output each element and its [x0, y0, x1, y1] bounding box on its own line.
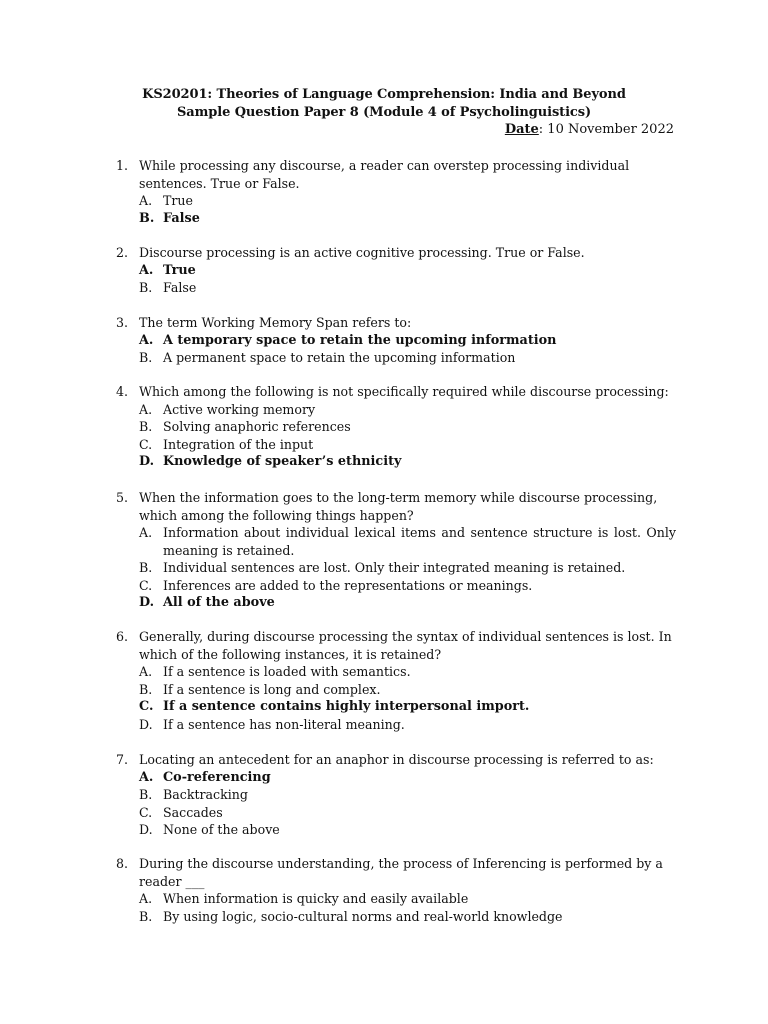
- option-text: A permanent space to retain the upcoming information: [163, 350, 516, 365]
- question-stem: While processing any discourse, a reader can overstep processing individual sentences. True or False.: [139, 158, 630, 191]
- option-b: [139, 210, 676, 228]
- option-list: [139, 192, 676, 227]
- option-letter: D.: [139, 595, 155, 610]
- date-line: [505, 122, 674, 137]
- option-text: Knowledge of speaker’s ethnicity: [163, 454, 402, 469]
- option-letter: B.: [139, 210, 155, 226]
- question-4: [116, 383, 676, 471]
- option-text: True: [163, 262, 196, 278]
- option-text: Individual sentences are lost. Only their integrated meaning is retained.: [163, 560, 626, 575]
- option-b: [139, 559, 676, 577]
- option-list: [139, 401, 676, 471]
- option-a: [139, 890, 676, 908]
- option-d: [139, 716, 676, 734]
- option-text: None of the above: [163, 822, 280, 837]
- question-stem: The term Working Memory Span refers to:: [139, 315, 412, 330]
- paper-title: Sample Question Paper 8 (Module 4 of Psycholinguistics): [177, 105, 591, 120]
- question-7: [116, 751, 676, 839]
- question-stem: When the information goes to the long-term memory while discourse processing, which among the following things happen?: [139, 490, 658, 523]
- option-a: [139, 769, 676, 787]
- option-text: False: [163, 210, 200, 226]
- date-label: Date: [504, 122, 539, 137]
- option-c: [139, 436, 676, 454]
- option-a: [139, 262, 676, 280]
- option-b: [139, 279, 676, 297]
- option-text: Information about individual lexical items and sentence structure is lost. Only meaning is retained.: [163, 525, 676, 558]
- option-b: [139, 786, 676, 804]
- question-number: 3.: [116, 315, 129, 330]
- option-letter: A.: [139, 769, 154, 785]
- option-letter: B.: [139, 419, 153, 434]
- option-text: Saccades: [163, 804, 223, 820]
- option-letter: A.: [139, 332, 154, 348]
- option-text: Integration of the input: [163, 436, 314, 452]
- option-c: [139, 804, 676, 822]
- option-list: [139, 332, 676, 367]
- option-text: When information is quicky and easily available: [163, 891, 469, 906]
- option-letter: B.: [139, 560, 153, 575]
- question-number: 2.: [116, 245, 129, 260]
- option-text: Solving anaphoric references: [163, 419, 351, 434]
- option-letter: A.: [139, 664, 153, 679]
- option-letter: D.: [139, 716, 153, 732]
- option-a: [139, 332, 676, 350]
- option-text: True: [163, 193, 193, 208]
- option-text: Inferences are added to the representations or meanings.: [163, 577, 533, 593]
- option-letter: A.: [139, 401, 153, 417]
- question-3: [116, 314, 676, 367]
- option-text: A temporary space to retain the upcoming information: [163, 332, 557, 348]
- option-list: [139, 890, 676, 925]
- option-b: [139, 908, 676, 926]
- option-text: If a sentence is long and complex.: [163, 681, 381, 697]
- option-text: Co-referencing: [163, 769, 271, 785]
- option-d: [139, 821, 676, 839]
- option-c: [139, 698, 676, 716]
- date-value: : 10 November 2022: [538, 122, 674, 137]
- question-stem: During the discourse understanding, the process of Inferencing is performed by a reader ___: [139, 856, 663, 889]
- option-text: All of the above: [163, 595, 275, 610]
- option-b: [139, 349, 676, 367]
- option-letter: C.: [139, 699, 154, 714]
- option-text: If a sentence is loaded with semantics.: [163, 664, 411, 679]
- option-a: [139, 401, 676, 419]
- option-list: [139, 663, 676, 733]
- question-number: 7.: [116, 752, 129, 767]
- option-letter: B.: [139, 280, 153, 295]
- option-a: [139, 524, 676, 559]
- option-list: [139, 769, 676, 839]
- option-d: [139, 594, 676, 612]
- question-stem: Discourse processing is an active cognitive processing. True or False.: [139, 245, 585, 260]
- option-letter: B.: [139, 908, 153, 924]
- course-title: KS20201: Theories of Language Comprehension: India and Beyond: [142, 87, 626, 102]
- question-stem: Locating an antecedent for an anaphor in discourse processing is referred to as:: [139, 752, 654, 767]
- question-number: 4.: [116, 384, 129, 399]
- question-number: 1.: [116, 158, 129, 173]
- question-5: [116, 489, 676, 612]
- question-1: [116, 157, 676, 227]
- option-b: [139, 418, 676, 436]
- option-text: If a sentence has non-literal meaning.: [163, 716, 405, 732]
- option-letter: A.: [139, 262, 154, 278]
- option-list: [139, 524, 676, 612]
- option-letter: B.: [139, 787, 153, 802]
- option-letter: C.: [139, 577, 153, 593]
- option-letter: D.: [139, 822, 153, 837]
- option-letter: B.: [139, 350, 153, 365]
- question-number: 8.: [116, 856, 129, 871]
- option-c: [139, 577, 676, 595]
- option-text: Backtracking: [163, 787, 248, 802]
- option-letter: B.: [139, 681, 153, 697]
- question-number: 6.: [116, 629, 129, 644]
- question-2: [116, 244, 676, 297]
- option-letter: A.: [139, 891, 153, 906]
- option-text: If a sentence contains highly interpersonal import.: [163, 699, 530, 714]
- option-letter: A.: [139, 193, 153, 208]
- question-number: 5.: [116, 490, 129, 505]
- question-stem: Generally, during discourse processing the syntax of individual sentences is lost. In which of the following instances, it is retained?: [139, 629, 672, 662]
- option-a: [139, 663, 676, 681]
- option-a: [139, 192, 676, 210]
- option-text: False: [163, 280, 197, 295]
- option-letter: C.: [139, 436, 153, 452]
- option-d: [139, 453, 676, 471]
- option-letter: A.: [139, 525, 153, 540]
- option-b: [139, 681, 676, 699]
- option-text: By using logic, socio-cultural norms and real-world knowledge: [163, 908, 563, 924]
- option-text: Active working memory: [163, 401, 316, 417]
- option-letter: C.: [139, 804, 153, 820]
- question-6: [116, 628, 676, 733]
- option-list: [139, 262, 676, 297]
- question-stem: Which among the following is not specifically required while discourse processing:: [139, 384, 669, 399]
- question-8: [116, 855, 676, 925]
- option-letter: D.: [139, 454, 155, 469]
